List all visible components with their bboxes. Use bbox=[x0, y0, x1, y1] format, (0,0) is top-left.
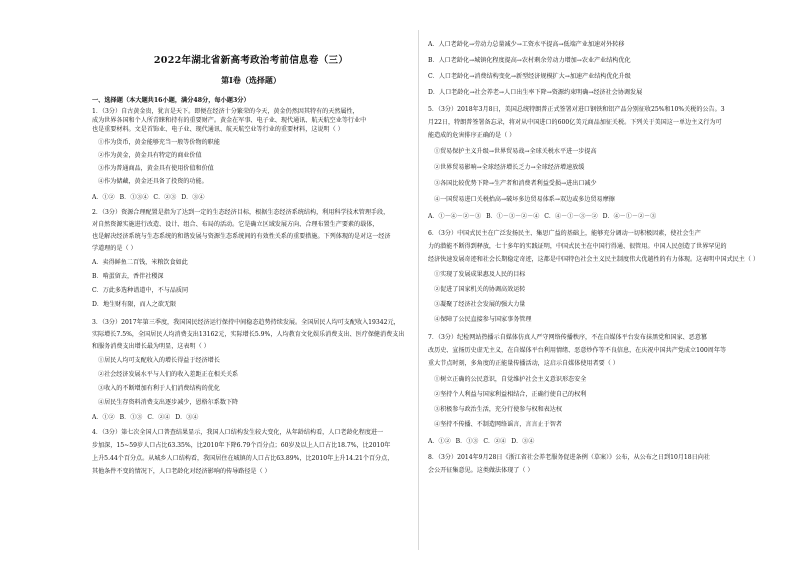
option-line: D．地生财有限，而人之欲无限 bbox=[92, 301, 177, 308]
question-line: 6．（3分）中国式民主在广泛发扬民主、集思广益的基础上，能够充分调动一切积极因素，使社会生产 bbox=[428, 230, 701, 237]
question-line: 和服务消费支出增长最为明显，这表明（ ） bbox=[92, 343, 210, 350]
question-line: 对自然资源实施进行改造、设计、组合、布局的活动。它是确立区域发展方向、合理布置生产要素的载体， bbox=[92, 221, 379, 228]
answer-choices: A．①② B．①③④ C．②③ D．③④ bbox=[92, 194, 205, 201]
question-line: 学道理的是（ ） bbox=[92, 245, 137, 252]
option-line: ①居民人均可支配收入的增长得益于经济增长 bbox=[98, 357, 220, 364]
question-line: 3．（3分）2017年第三季度，我国国民经济运行保持中间稳态趋势持续发展。全国居民人均可支配收入19342元， bbox=[92, 319, 400, 326]
option-line: ③凝聚了经济社会发展的强大力量 bbox=[434, 301, 526, 308]
option-line: ①实现了发展成果惠及人民的目标 bbox=[434, 271, 526, 278]
option-line: ④居民生存资料消费支出逐步减少，恩格尔系数下降 bbox=[98, 399, 239, 406]
option-line: ③作为普通商品，黄金具有使用价值和价值 bbox=[98, 165, 214, 172]
option-line: ④保障了公民直接参与国家事务管理 bbox=[434, 316, 532, 323]
question-line: 其他条件不变的情况下，人口老龄化对经济影响的传导路径是（ ） bbox=[92, 468, 271, 475]
option-line: ①作为货币，黄金能够充当一般等价物的职能 bbox=[98, 139, 220, 146]
answer-choices: A．①② B．①③ C．②④ D．③④ bbox=[92, 414, 199, 421]
question-line: 4．（3分）第七次全国人口普查结果显示，我国人口结构发生较大变化，从年龄结构看，人口老龄化程度进一 bbox=[92, 429, 384, 436]
question-line: 会公开征集意见。这类做法体现了（ ） bbox=[428, 467, 534, 474]
option-line: ④作为储藏，黄金还具备了投资的功能。 bbox=[98, 178, 208, 185]
column-divider bbox=[418, 30, 419, 550]
option-line: ③收入的不断增加有利于人们消费结构的优化 bbox=[98, 385, 220, 392]
option-line: ③各国比较优势下降→生产者和消费者利益受损→进出口减少 bbox=[434, 180, 597, 187]
option-line: ②世界贸易影响→全球经济增长乏力→全球经济增速放缓 bbox=[434, 164, 585, 171]
question-line: 5．（3分）2018年3月8日，美国总统特朗普正式签署对进口钢铁和铝产品分别征收25%和10%关税的公告。3 bbox=[428, 106, 725, 113]
paper-title: 2022年湖北省新高考政治考前信息卷（三） bbox=[153, 55, 349, 66]
question-line: 7．（3分）纪检网站热播示自媒体仿真人严守网络传播秩序，不在自媒体平台发布抹黑党和国家、恶意篡 bbox=[428, 334, 707, 341]
option-line: B．人口老龄化→城镇化程度提高→农村剩余劳动力增加→农业产业结构优化 bbox=[428, 57, 631, 64]
option-line: ④坚持不传播、不制造网络谣言，言言止于智者 bbox=[434, 421, 562, 428]
volume-title: 第Ⅰ卷（选择题） bbox=[221, 75, 281, 85]
option-line: C．万此多选种谱道中，不与品质同 bbox=[92, 287, 189, 294]
option-line: D．人口老龄化→社会养老→人口出生率下降→资源约束明确→经济社会协调发展 bbox=[428, 89, 643, 96]
question-line: 实际增长7.5%，全国居民人均消费支出13162元，实际增长5.9%，人均教育文化娱乐消费支出、医疗保健消费支出 bbox=[92, 331, 405, 338]
answer-choices: A．①② B．①③ C．②④ D．③④ bbox=[428, 438, 535, 445]
option-line: ①贸易保护主义升级→世界贸易战→全球关税水平进一步提高 bbox=[434, 148, 597, 155]
option-line: C．人口老龄化→消费结构变化→新型经济规模扩大→加速产业结构优化升级 bbox=[428, 73, 631, 80]
option-line: ②坚持个人利益与国家利益相结合，正确行使自己的权利 bbox=[434, 391, 587, 398]
option-line: ②作为黄金，黄金具有特定的商业价值 bbox=[98, 152, 202, 159]
question-line: 1．（3分）自古黄金贵，犹言是天下。即便在经济十分繁荣的今天，黄金仍然因其特有的天然属性， bbox=[92, 108, 359, 115]
question-line: 能造成的危害排序正确的是（ ） bbox=[428, 132, 516, 139]
question-line: 月22日，特朗普签署备忘录，将对从中国进口的600亿美元商品加征关税。下列关于美国这一单边主义行为可 bbox=[428, 119, 722, 126]
question-line: 经济快速发展奇迹和社会长期稳定奇迹，这都是中国特色社会主义民主制度伟大优越性的有力体现。这表明中国式民主（ ） bbox=[428, 256, 759, 263]
option-line: ②促进了国家机关的协调高效运转 bbox=[434, 286, 526, 293]
question-line: 8．（3分）2014年9月28日《浙江省社会养老服务促进条例（草案）》公布，从公布之日到10月18日向社 bbox=[428, 454, 710, 461]
option-line: A．人口老龄化→劳动力总量减少→工资水平提高→低端产业加速对外转移 bbox=[428, 41, 625, 48]
option-line: ③积极参与政治生活，充分行使参与权和表达权 bbox=[434, 406, 562, 413]
question-line: 步加深，15~59岁人口占比63.35%，比2010年下降6.79个百分点；60岁及以上人口占比18.7%，比2010年 bbox=[92, 442, 391, 449]
option-line: ②社会经济发展水平与人们的收入差距正在相关关系 bbox=[98, 371, 239, 378]
option-line: ④一国贸易进口关税抬高→破坏多边贸易体系→双边或多边贸易摩擦 bbox=[434, 196, 615, 203]
option-line: A．卖得鲜鱼二百钱，米粮饮食如此 bbox=[92, 259, 188, 266]
answer-choices: A．①－④－②－③ B．①－③－②－④ C．④－①－③－② D．④－①－②－③ bbox=[428, 213, 657, 220]
question-line: 也是解决经济系统与生态系统的和谐发展与资源生态系统间的有效性关系的重要措施。下列体现的是对这一经济 bbox=[92, 233, 391, 240]
question-line: 成为世界各国和个人所青睐和持有的重要财产。黄金在军事、电子业、现代通讯、航天航空业等行业中 bbox=[92, 117, 367, 124]
question-line: 改历史、宣扬历史虚无主义，在自媒体平台利用情绪、恶意炒作等不良信息，在庆祝中国共产党成立100周年等 bbox=[428, 347, 727, 354]
section-header: 一、选择题（本大题共16小题，满分48分，每小题3分） bbox=[92, 97, 250, 104]
question-line: 上升5.44个百分点。从城乡人口结构看，我国居住在城镇的人口占比63.89%，比2010年上升14.21个百分点， bbox=[92, 455, 394, 462]
option-line: ①树立正确的公民意识，自觉维护社会主义意识形态安全 bbox=[434, 376, 587, 383]
question-line: 力的潜能不断得到释放，七十多年的实践证明，中国式民主在中国行得通、很管用。中国人民创造了世界罕见的 bbox=[428, 243, 727, 250]
question-line: 也是重要材料。文是首饰业、电子业、现代通讯、航天航空业等行业的重要材料，这说明（ ） bbox=[92, 126, 344, 133]
question-line: 2．（3分）资源合理配置是指为了达到一定的生态经济目标，根据生态经济系统结构，利用科学技术管理手段， bbox=[92, 209, 390, 216]
question-line: 重大节点时刻，多角度的正能量传播活动，这启示自媒体使用者要（ ） bbox=[428, 360, 619, 367]
option-line: B．啃蛋留去，香伴社稷深 bbox=[92, 273, 164, 280]
